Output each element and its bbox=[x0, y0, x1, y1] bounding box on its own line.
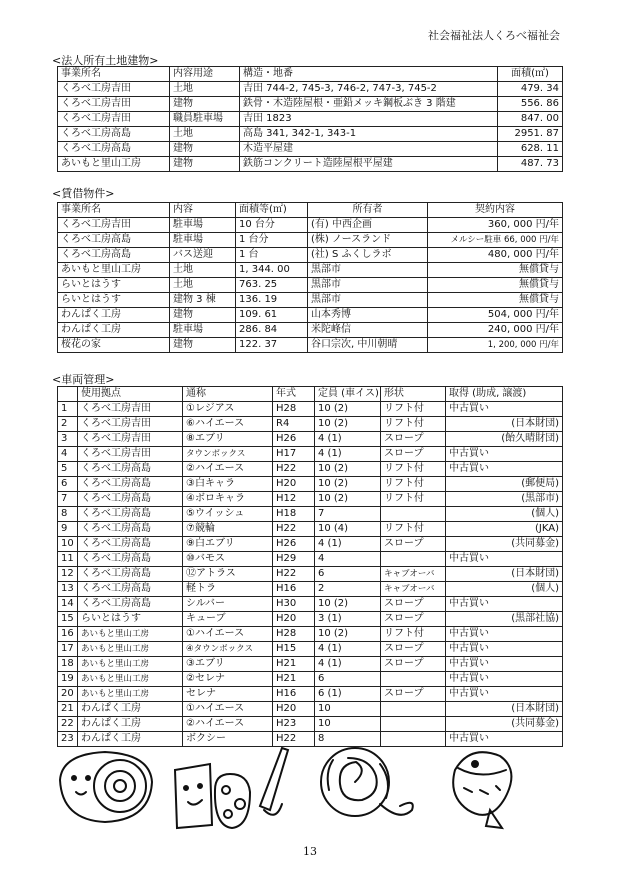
land-cell: 556. 86 bbox=[498, 97, 563, 112]
land-cell: 建物 bbox=[170, 142, 240, 157]
vehicles-cell: らいとはうす bbox=[78, 612, 183, 627]
vehicles-cell: くろべ工房高島 bbox=[78, 537, 183, 552]
vehicles-cell: 3 bbox=[58, 432, 78, 447]
vehicles-cell: 5 bbox=[58, 462, 78, 477]
vehicles-cell: (JKA) bbox=[446, 522, 563, 537]
land-cell: くろべ工房吉田 bbox=[58, 97, 170, 112]
lease-cell: 504, 000 円/年 bbox=[428, 308, 563, 323]
vehicles-row bbox=[58, 432, 563, 447]
vehicles-cell: 中古買い bbox=[446, 402, 563, 417]
vehicles-row bbox=[58, 507, 563, 522]
vehicles-cell: スロープ bbox=[381, 447, 446, 462]
vehicles-cell: リフト付 bbox=[381, 522, 446, 537]
vehicles-cell: ②ハイエース bbox=[183, 717, 273, 732]
vehicles-cell: 17 bbox=[58, 642, 78, 657]
vehicles-cell: 16 bbox=[58, 627, 78, 642]
lease-cell: (有) 中西企画 bbox=[308, 218, 428, 233]
vehicles-cell: 7 bbox=[58, 492, 78, 507]
vehicles-cell: 中古買い bbox=[446, 462, 563, 477]
vehicles-cell: (個人) bbox=[446, 507, 563, 522]
vehicles-cell: キャブオーバ bbox=[381, 582, 446, 597]
vehicles-row bbox=[58, 702, 563, 717]
vehicles-cell: くろべ工房吉田 bbox=[78, 447, 183, 462]
vehicles-cell: スロープ bbox=[381, 597, 446, 612]
land-cell: 建物 bbox=[170, 157, 240, 172]
land-cell: くろべ工房高島 bbox=[58, 127, 170, 142]
vehicles-cell: ⑥ハイエース bbox=[183, 417, 273, 432]
vehicles-row bbox=[58, 552, 563, 567]
lease-cell: メルシー駐車 66, 000 円/年 bbox=[428, 233, 563, 248]
lease-cell: らいとはうす bbox=[58, 293, 170, 308]
vehicles-cell: くろべ工房高島 bbox=[78, 507, 183, 522]
vehicles-row bbox=[58, 642, 563, 657]
vehicles-cell: 4 (1) bbox=[315, 537, 381, 552]
lease-cell: 240, 000 円/年 bbox=[428, 323, 563, 338]
vehicles-cell: ボクシー bbox=[183, 732, 273, 747]
lease-col-header: 所有者 bbox=[308, 203, 428, 218]
lease-row bbox=[58, 218, 563, 233]
land-cell: 高島 341, 342-1, 343-1 bbox=[240, 127, 498, 142]
lease-cell: くろべ工房高島 bbox=[58, 233, 170, 248]
organization-name: 社会福祉法人くろべ福祉会 bbox=[428, 29, 560, 42]
vehicles-table bbox=[57, 386, 563, 747]
lease-row bbox=[58, 278, 563, 293]
rose-drawing bbox=[321, 748, 413, 816]
vehicles-cell: 中古買い bbox=[446, 657, 563, 672]
vehicles-row bbox=[58, 447, 563, 462]
vehicles-cell: 13 bbox=[58, 582, 78, 597]
vehicles-row bbox=[58, 627, 563, 642]
lease-cell: 黒部市 bbox=[308, 293, 428, 308]
vehicles-cell: H26 bbox=[273, 432, 315, 447]
land-col-header: 内容用途 bbox=[170, 67, 240, 82]
vehicles-cell: (黒部市) bbox=[446, 492, 563, 507]
vehicles-cell: 22 bbox=[58, 717, 78, 732]
lease-cell: 10 台分 bbox=[236, 218, 308, 233]
vehicles-row bbox=[58, 657, 563, 672]
lease-cell: 1, 200, 000 円/年 bbox=[428, 338, 563, 353]
vehicles-cell bbox=[381, 702, 446, 717]
vehicles-cell: (個人) bbox=[446, 582, 563, 597]
lease-cell: 桜花の家 bbox=[58, 338, 170, 353]
lease-cell: 土地 bbox=[170, 263, 236, 278]
vehicles-row bbox=[58, 522, 563, 537]
lease-cell: 駐車場 bbox=[170, 323, 236, 338]
vehicles-cell: (日本財団) bbox=[446, 702, 563, 717]
lease-cell: (株) ノースランド bbox=[308, 233, 428, 248]
lease-cell: 山本秀博 bbox=[308, 308, 428, 323]
vehicles-cell: 10 (2) bbox=[315, 627, 381, 642]
vehicles-cell: H26 bbox=[273, 537, 315, 552]
vehicles-cell: スロープ bbox=[381, 612, 446, 627]
vehicles-cell: 10 (2) bbox=[315, 417, 381, 432]
vehicles-cell: (郵便局) bbox=[446, 477, 563, 492]
vehicles-cell: ④タウンボックス bbox=[183, 642, 273, 657]
lease-cell: 286. 84 bbox=[236, 323, 308, 338]
vehicles-cell: ②セレナ bbox=[183, 672, 273, 687]
vehicles-cell: H22 bbox=[273, 732, 315, 747]
vehicles-cell: 4 (1) bbox=[315, 642, 381, 657]
vehicles-cell: (共同募金) bbox=[446, 537, 563, 552]
vehicles-col-header: 年式 bbox=[273, 387, 315, 402]
land-cell: 吉田 744-2, 745-3, 746-2, 747-3, 745-2 bbox=[240, 82, 498, 97]
vehicles-cell: リフト付 bbox=[381, 417, 446, 432]
land-col-header: 構造・地番 bbox=[240, 67, 498, 82]
land-cell: くろべ工房吉田 bbox=[58, 112, 170, 127]
vehicles-cell: スロープ bbox=[381, 432, 446, 447]
vehicles-cell: くろべ工房吉田 bbox=[78, 432, 183, 447]
vehicles-cell bbox=[381, 552, 446, 567]
land-table bbox=[57, 66, 563, 172]
lease-row bbox=[58, 248, 563, 263]
vehicles-cell: H18 bbox=[273, 507, 315, 522]
vehicles-cell: ③白キャラ bbox=[183, 477, 273, 492]
lease-cell: 360, 000 円/年 bbox=[428, 218, 563, 233]
vehicles-cell: 10 (2) bbox=[315, 477, 381, 492]
vehicles-cell: 4 bbox=[315, 552, 381, 567]
land-cell: 吉田 1823 bbox=[240, 112, 498, 127]
lease-section-title: <賃借物件> bbox=[52, 187, 115, 200]
vehicles-cell: 中古買い bbox=[446, 687, 563, 702]
lease-cell: くろべ工房吉田 bbox=[58, 218, 170, 233]
vehicles-cell: ⑤ウイッシュ bbox=[183, 507, 273, 522]
land-cell: 建物 bbox=[170, 97, 240, 112]
vehicles-cell: H28 bbox=[273, 402, 315, 417]
lease-cell: 建物 bbox=[170, 338, 236, 353]
vehicles-cell: H12 bbox=[273, 492, 315, 507]
vehicles-cell: 中古買い bbox=[446, 732, 563, 747]
land-cell: 鉄骨・木造陸屋根・亜鉛メッキ鋼板ぶき 3 階建 bbox=[240, 97, 498, 112]
lease-cell: らいとはうす bbox=[58, 278, 170, 293]
vehicles-cell: セレナ bbox=[183, 687, 273, 702]
lease-cell: 763. 25 bbox=[236, 278, 308, 293]
vehicles-cell: くろべ工房高島 bbox=[78, 567, 183, 582]
vehicles-cell: スロープ bbox=[381, 687, 446, 702]
vehicles-row bbox=[58, 597, 563, 612]
vehicles-cell: 15 bbox=[58, 612, 78, 627]
land-cell: 木造平屋建 bbox=[240, 142, 498, 157]
vehicles-cell: 18 bbox=[58, 657, 78, 672]
vehicles-cell: ⑫アトラス bbox=[183, 567, 273, 582]
vehicles-cell: ⑩バモス bbox=[183, 552, 273, 567]
lease-cell: (社) S ふくしラボ bbox=[308, 248, 428, 263]
vehicles-cell: 4 (1) bbox=[315, 447, 381, 462]
vehicles-cell: くろべ工房高島 bbox=[78, 522, 183, 537]
vehicles-cell: H29 bbox=[273, 552, 315, 567]
vehicles-cell: H22 bbox=[273, 567, 315, 582]
vehicles-cell: 6 bbox=[58, 477, 78, 492]
vehicles-cell: ⑧エブリ bbox=[183, 432, 273, 447]
land-row bbox=[58, 157, 563, 172]
lease-cell: 土地 bbox=[170, 278, 236, 293]
vehicles-cell: くろべ工房吉田 bbox=[78, 402, 183, 417]
land-cell: 鉄筋コンクリート造陸屋根平屋建 bbox=[240, 157, 498, 172]
lease-col-header: 内容 bbox=[170, 203, 236, 218]
vehicles-cell: わんぱく工房 bbox=[78, 732, 183, 747]
vehicles-cell: 中古買い bbox=[446, 642, 563, 657]
vehicles-row bbox=[58, 612, 563, 627]
lease-cell: 米陀峰信 bbox=[308, 323, 428, 338]
vehicles-cell: 10 bbox=[315, 717, 381, 732]
vehicles-row bbox=[58, 672, 563, 687]
lease-cell: わんぱく工房 bbox=[58, 308, 170, 323]
lease-col-header: 契約内容 bbox=[428, 203, 563, 218]
lease-cell: 黒部市 bbox=[308, 278, 428, 293]
page-number: 13 bbox=[303, 845, 317, 858]
vehicles-cell: ①ハイエース bbox=[183, 627, 273, 642]
lease-col-header: 事業所名 bbox=[58, 203, 170, 218]
vehicles-col-header bbox=[58, 387, 78, 402]
lease-row bbox=[58, 293, 563, 308]
land-cell: 土地 bbox=[170, 82, 240, 97]
lease-cell: 1, 344. 00 bbox=[236, 263, 308, 278]
vehicles-cell: H22 bbox=[273, 522, 315, 537]
vehicles-cell: わんぱく工房 bbox=[78, 717, 183, 732]
vehicles-cell: 4 bbox=[58, 447, 78, 462]
vehicles-cell: くろべ工房高島 bbox=[78, 462, 183, 477]
lease-cell: くろべ工房高島 bbox=[58, 248, 170, 263]
land-cell: 628. 11 bbox=[498, 142, 563, 157]
land-row bbox=[58, 127, 563, 142]
vehicles-cell: 中古買い bbox=[446, 672, 563, 687]
vehicles-cell: H28 bbox=[273, 627, 315, 642]
vehicles-cell: 14 bbox=[58, 597, 78, 612]
vehicles-cell bbox=[381, 672, 446, 687]
vehicles-cell: 6 bbox=[315, 672, 381, 687]
vehicles-col-header: 形状 bbox=[381, 387, 446, 402]
vehicles-cell: 中古買い bbox=[446, 552, 563, 567]
vehicles-cell: くろべ工房高島 bbox=[78, 477, 183, 492]
vehicles-cell: 軽トラ bbox=[183, 582, 273, 597]
vehicles-cell: あいもと里山工房 bbox=[78, 672, 183, 687]
lease-cell: 1 台分 bbox=[236, 233, 308, 248]
vehicles-cell: 12 bbox=[58, 567, 78, 582]
vehicles-cell: キューブ bbox=[183, 612, 273, 627]
vehicles-cell bbox=[381, 507, 446, 522]
vehicles-row bbox=[58, 462, 563, 477]
vehicles-cell: あいもと里山工房 bbox=[78, 642, 183, 657]
vehicles-cell: 3 (1) bbox=[315, 612, 381, 627]
vehicles-row bbox=[58, 582, 563, 597]
vehicles-cell: ①レジアス bbox=[183, 402, 273, 417]
land-cell: 487. 73 bbox=[498, 157, 563, 172]
vehicles-cell: リフト付 bbox=[381, 492, 446, 507]
vehicles-cell: 8 bbox=[315, 732, 381, 747]
vehicles-cell: ⑨白エブリ bbox=[183, 537, 273, 552]
land-col-header: 事業所名 bbox=[58, 67, 170, 82]
land-cell: くろべ工房高島 bbox=[58, 142, 170, 157]
vehicles-cell: 7 bbox=[315, 507, 381, 522]
vehicles-cell: H17 bbox=[273, 447, 315, 462]
land-row bbox=[58, 82, 563, 97]
vehicles-col-header: 取得 (助成, 譲渡) bbox=[446, 387, 563, 402]
lease-row bbox=[58, 233, 563, 248]
vehicles-cell: 10 (2) bbox=[315, 402, 381, 417]
vehicles-cell: くろべ工房高島 bbox=[78, 597, 183, 612]
vehicles-row bbox=[58, 402, 563, 417]
vehicles-cell: 10 (4) bbox=[315, 522, 381, 537]
vehicles-cell: 6 bbox=[315, 567, 381, 582]
vehicles-cell: 19 bbox=[58, 672, 78, 687]
vehicles-cell: キャブオーバ bbox=[381, 567, 446, 582]
vehicles-cell: リフト付 bbox=[381, 477, 446, 492]
lease-row bbox=[58, 263, 563, 278]
vehicles-cell: 中古買い bbox=[446, 597, 563, 612]
lease-table bbox=[57, 202, 563, 353]
vehicles-cell: 20 bbox=[58, 687, 78, 702]
vehicles-cell: ①ハイエース bbox=[183, 702, 273, 717]
vehicles-row bbox=[58, 687, 563, 702]
land-cell: 479. 34 bbox=[498, 82, 563, 97]
snacks-drawing bbox=[175, 748, 288, 828]
vehicles-row bbox=[58, 537, 563, 552]
lease-row bbox=[58, 308, 563, 323]
vehicles-cell: H15 bbox=[273, 642, 315, 657]
vehicles-cell: 中古買い bbox=[446, 627, 563, 642]
vehicles-cell: (日本財団) bbox=[446, 567, 563, 582]
vehicles-cell: リフト付 bbox=[381, 402, 446, 417]
lease-cell: 無償貸与 bbox=[428, 263, 563, 278]
land-col-header: 面積(㎡) bbox=[498, 67, 563, 82]
vehicles-cell: スロープ bbox=[381, 657, 446, 672]
vehicles-cell bbox=[381, 717, 446, 732]
vehicles-cell: (飴久晴財団) bbox=[446, 432, 563, 447]
vehicles-cell: 10 bbox=[315, 702, 381, 717]
lease-row bbox=[58, 323, 563, 338]
vehicles-row bbox=[58, 477, 563, 492]
vehicles-cell: ②ハイエース bbox=[183, 462, 273, 477]
lease-cell: あいもと里山工房 bbox=[58, 263, 170, 278]
lease-cell: 駐車場 bbox=[170, 218, 236, 233]
vehicles-cell: 23 bbox=[58, 732, 78, 747]
lease-cell: 109. 61 bbox=[236, 308, 308, 323]
vehicles-cell: くろべ工房高島 bbox=[78, 582, 183, 597]
vehicles-row bbox=[58, 567, 563, 582]
vehicles-cell: 中古買い bbox=[446, 447, 563, 462]
vehicles-cell: 21 bbox=[58, 702, 78, 717]
vehicles-cell: 2 bbox=[315, 582, 381, 597]
vehicles-cell: くろべ工房吉田 bbox=[78, 417, 183, 432]
vehicles-cell: スロープ bbox=[381, 537, 446, 552]
lease-cell: 136. 19 bbox=[236, 293, 308, 308]
vehicles-cell: ③エブリ bbox=[183, 657, 273, 672]
vehicles-col-header: 使用拠点 bbox=[78, 387, 183, 402]
vehicles-cell: 10 bbox=[58, 537, 78, 552]
vehicles-col-header: 通称 bbox=[183, 387, 273, 402]
lease-col-header: 面積等(㎡) bbox=[236, 203, 308, 218]
lease-row bbox=[58, 338, 563, 353]
land-section-title: <法人所有土地建物> bbox=[52, 54, 159, 67]
lease-cell: わんぱく工房 bbox=[58, 323, 170, 338]
vehicles-cell: H20 bbox=[273, 612, 315, 627]
lease-cell: 122. 37 bbox=[236, 338, 308, 353]
lease-cell: バス送迎 bbox=[170, 248, 236, 263]
vehicles-row bbox=[58, 717, 563, 732]
lease-cell: 谷口宗次, 中川朝晴 bbox=[308, 338, 428, 353]
vehicles-cell: 11 bbox=[58, 552, 78, 567]
vehicles-cell: 4 (1) bbox=[315, 432, 381, 447]
lease-cell: 駐車場 bbox=[170, 233, 236, 248]
vehicles-row bbox=[58, 492, 563, 507]
vehicles-cell: ④ボロキャラ bbox=[183, 492, 273, 507]
vehicles-cell: H21 bbox=[273, 657, 315, 672]
vehicles-section-title: <車両管理> bbox=[52, 373, 115, 386]
vehicles-cell: スロープ bbox=[381, 642, 446, 657]
land-row bbox=[58, 97, 563, 112]
vehicles-cell: H23 bbox=[273, 717, 315, 732]
vehicles-cell: 2 bbox=[58, 417, 78, 432]
vehicles-cell: (黒部社協) bbox=[446, 612, 563, 627]
vehicles-cell: H30 bbox=[273, 597, 315, 612]
fish-drawing bbox=[453, 752, 511, 828]
lease-cell: 建物 bbox=[170, 308, 236, 323]
roll-cake-drawing bbox=[60, 752, 152, 822]
vehicles-cell: 9 bbox=[58, 522, 78, 537]
vehicles-cell: わんぱく工房 bbox=[78, 702, 183, 717]
vehicles-cell: あいもと里山工房 bbox=[78, 627, 183, 642]
vehicles-cell: 6 (1) bbox=[315, 687, 381, 702]
lease-cell: 無償貸与 bbox=[428, 278, 563, 293]
vehicles-cell: (日本財団) bbox=[446, 417, 563, 432]
vehicles-cell: H20 bbox=[273, 702, 315, 717]
land-cell: くろべ工房吉田 bbox=[58, 82, 170, 97]
land-cell: 土地 bbox=[170, 127, 240, 142]
vehicles-cell: リフト付 bbox=[381, 462, 446, 477]
lease-cell: 黒部市 bbox=[308, 263, 428, 278]
lease-cell: 480, 000 円/年 bbox=[428, 248, 563, 263]
lease-cell: 1 台 bbox=[236, 248, 308, 263]
land-row bbox=[58, 112, 563, 127]
land-cell: 847. 00 bbox=[498, 112, 563, 127]
vehicles-row bbox=[58, 417, 563, 432]
vehicles-cell: あいもと里山工房 bbox=[78, 657, 183, 672]
vehicles-cell: ⑦競輪 bbox=[183, 522, 273, 537]
hand-drawn-illustrations bbox=[50, 740, 570, 835]
land-row bbox=[58, 142, 563, 157]
land-cell: 職員駐車場 bbox=[170, 112, 240, 127]
vehicles-cell: シルバー bbox=[183, 597, 273, 612]
vehicles-cell: H21 bbox=[273, 672, 315, 687]
vehicles-col-header: 定員 (車イス) bbox=[315, 387, 381, 402]
vehicles-cell: 10 (2) bbox=[315, 597, 381, 612]
vehicles-cell: 10 (2) bbox=[315, 462, 381, 477]
vehicles-cell: 4 (1) bbox=[315, 657, 381, 672]
vehicles-cell: くろべ工房高島 bbox=[78, 492, 183, 507]
vehicles-cell: 1 bbox=[58, 402, 78, 417]
land-cell: 2951. 87 bbox=[498, 127, 563, 142]
lease-cell: 建物 3 棟 bbox=[170, 293, 236, 308]
vehicles-cell: タウンボックス bbox=[183, 447, 273, 462]
vehicles-cell: H16 bbox=[273, 582, 315, 597]
land-cell: あいもと里山工房 bbox=[58, 157, 170, 172]
vehicles-cell: 10 (2) bbox=[315, 492, 381, 507]
vehicles-cell: くろべ工房高島 bbox=[78, 552, 183, 567]
vehicles-cell: H20 bbox=[273, 477, 315, 492]
vehicles-cell: (共同募金) bbox=[446, 717, 563, 732]
vehicles-cell: あいもと里山工房 bbox=[78, 687, 183, 702]
vehicles-cell: リフト付 bbox=[381, 627, 446, 642]
lease-cell: 無償貸与 bbox=[428, 293, 563, 308]
vehicles-cell: H22 bbox=[273, 462, 315, 477]
vehicles-cell: R4 bbox=[273, 417, 315, 432]
vehicles-cell: 8 bbox=[58, 507, 78, 522]
vehicles-cell: H16 bbox=[273, 687, 315, 702]
